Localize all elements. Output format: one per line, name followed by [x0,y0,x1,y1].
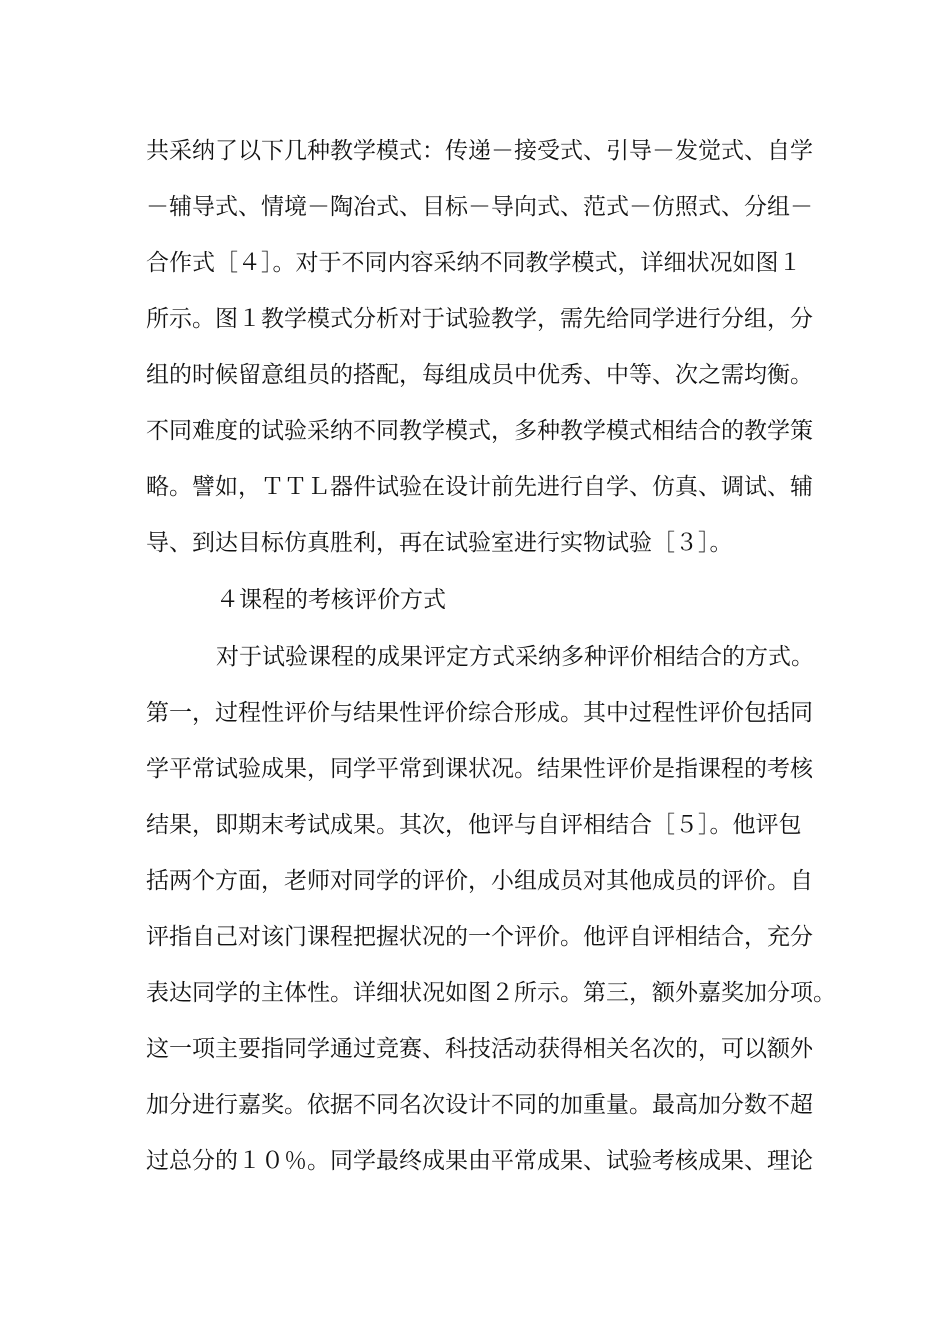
text-line: 表达同学的主体性。详细状况如图２所示。第三，额外嘉奖加分项。 [146,980,836,1006]
text-line: 不同难度的试验采纳不同教学模式，多种教学模式相结合的教学策 [146,418,813,444]
text-line: 括两个方面，老师对同学的评价，小组成员对其他成员的评价。自 [146,868,813,894]
text-line: 略。譬如，ＴＴＬ器件试验在设计前先进行自学、仿真、调试、辅 [146,474,813,500]
text-line: －辅导式、情境－陶冶式、目标－导向式、范式－仿照式、分组－ [146,194,813,220]
text-line: 结果，即期末考试成果。其次，他评与自评相结合［５］。他评包 [146,812,802,838]
text-line: 这一项主要指同学通过竞赛、科技活动获得相关名次的，可以额外 [146,1036,813,1062]
text-line: 第一，过程性评价与结果性评价综合形成。其中过程性评价包括同 [146,700,813,726]
section-heading: ４课程的考核评价方式 [216,587,446,613]
text-line: 所示。图１教学模式分析对于试验教学，需先给同学进行分组，分 [146,306,813,332]
text-line: 过总分的１０％。同学最终成果由平常成果、试验考核成果、理论 [146,1148,813,1174]
text-line: 导、到达目标仿真胜利，再在试验室进行实物试验［３］。 [146,530,733,556]
text-line: 评指自己对该门课程把握状况的一个评价。他评自评相结合，充分 [146,924,813,950]
text-line: 加分进行嘉奖。依据不同名次设计不同的加重量。最高加分数不超 [146,1092,813,1118]
paragraph-first-line: 对于试验课程的成果评定方式采纳多种评价相结合的方式。 [216,644,814,670]
text-line: 共采纳了以下几种教学模式：传递－接受式、引导－发觉式、自学 [146,138,813,164]
text-line: 组的时候留意组员的搭配，每组成员中优秀、中等、次之需均衡。 [146,362,813,388]
text-line: 合作式［４］。对于不同内容采纳不同教学模式，详细状况如图１ [146,250,802,276]
text-line: 学平常试验成果，同学平常到课状况。结果性评价是指课程的考核 [146,756,813,782]
